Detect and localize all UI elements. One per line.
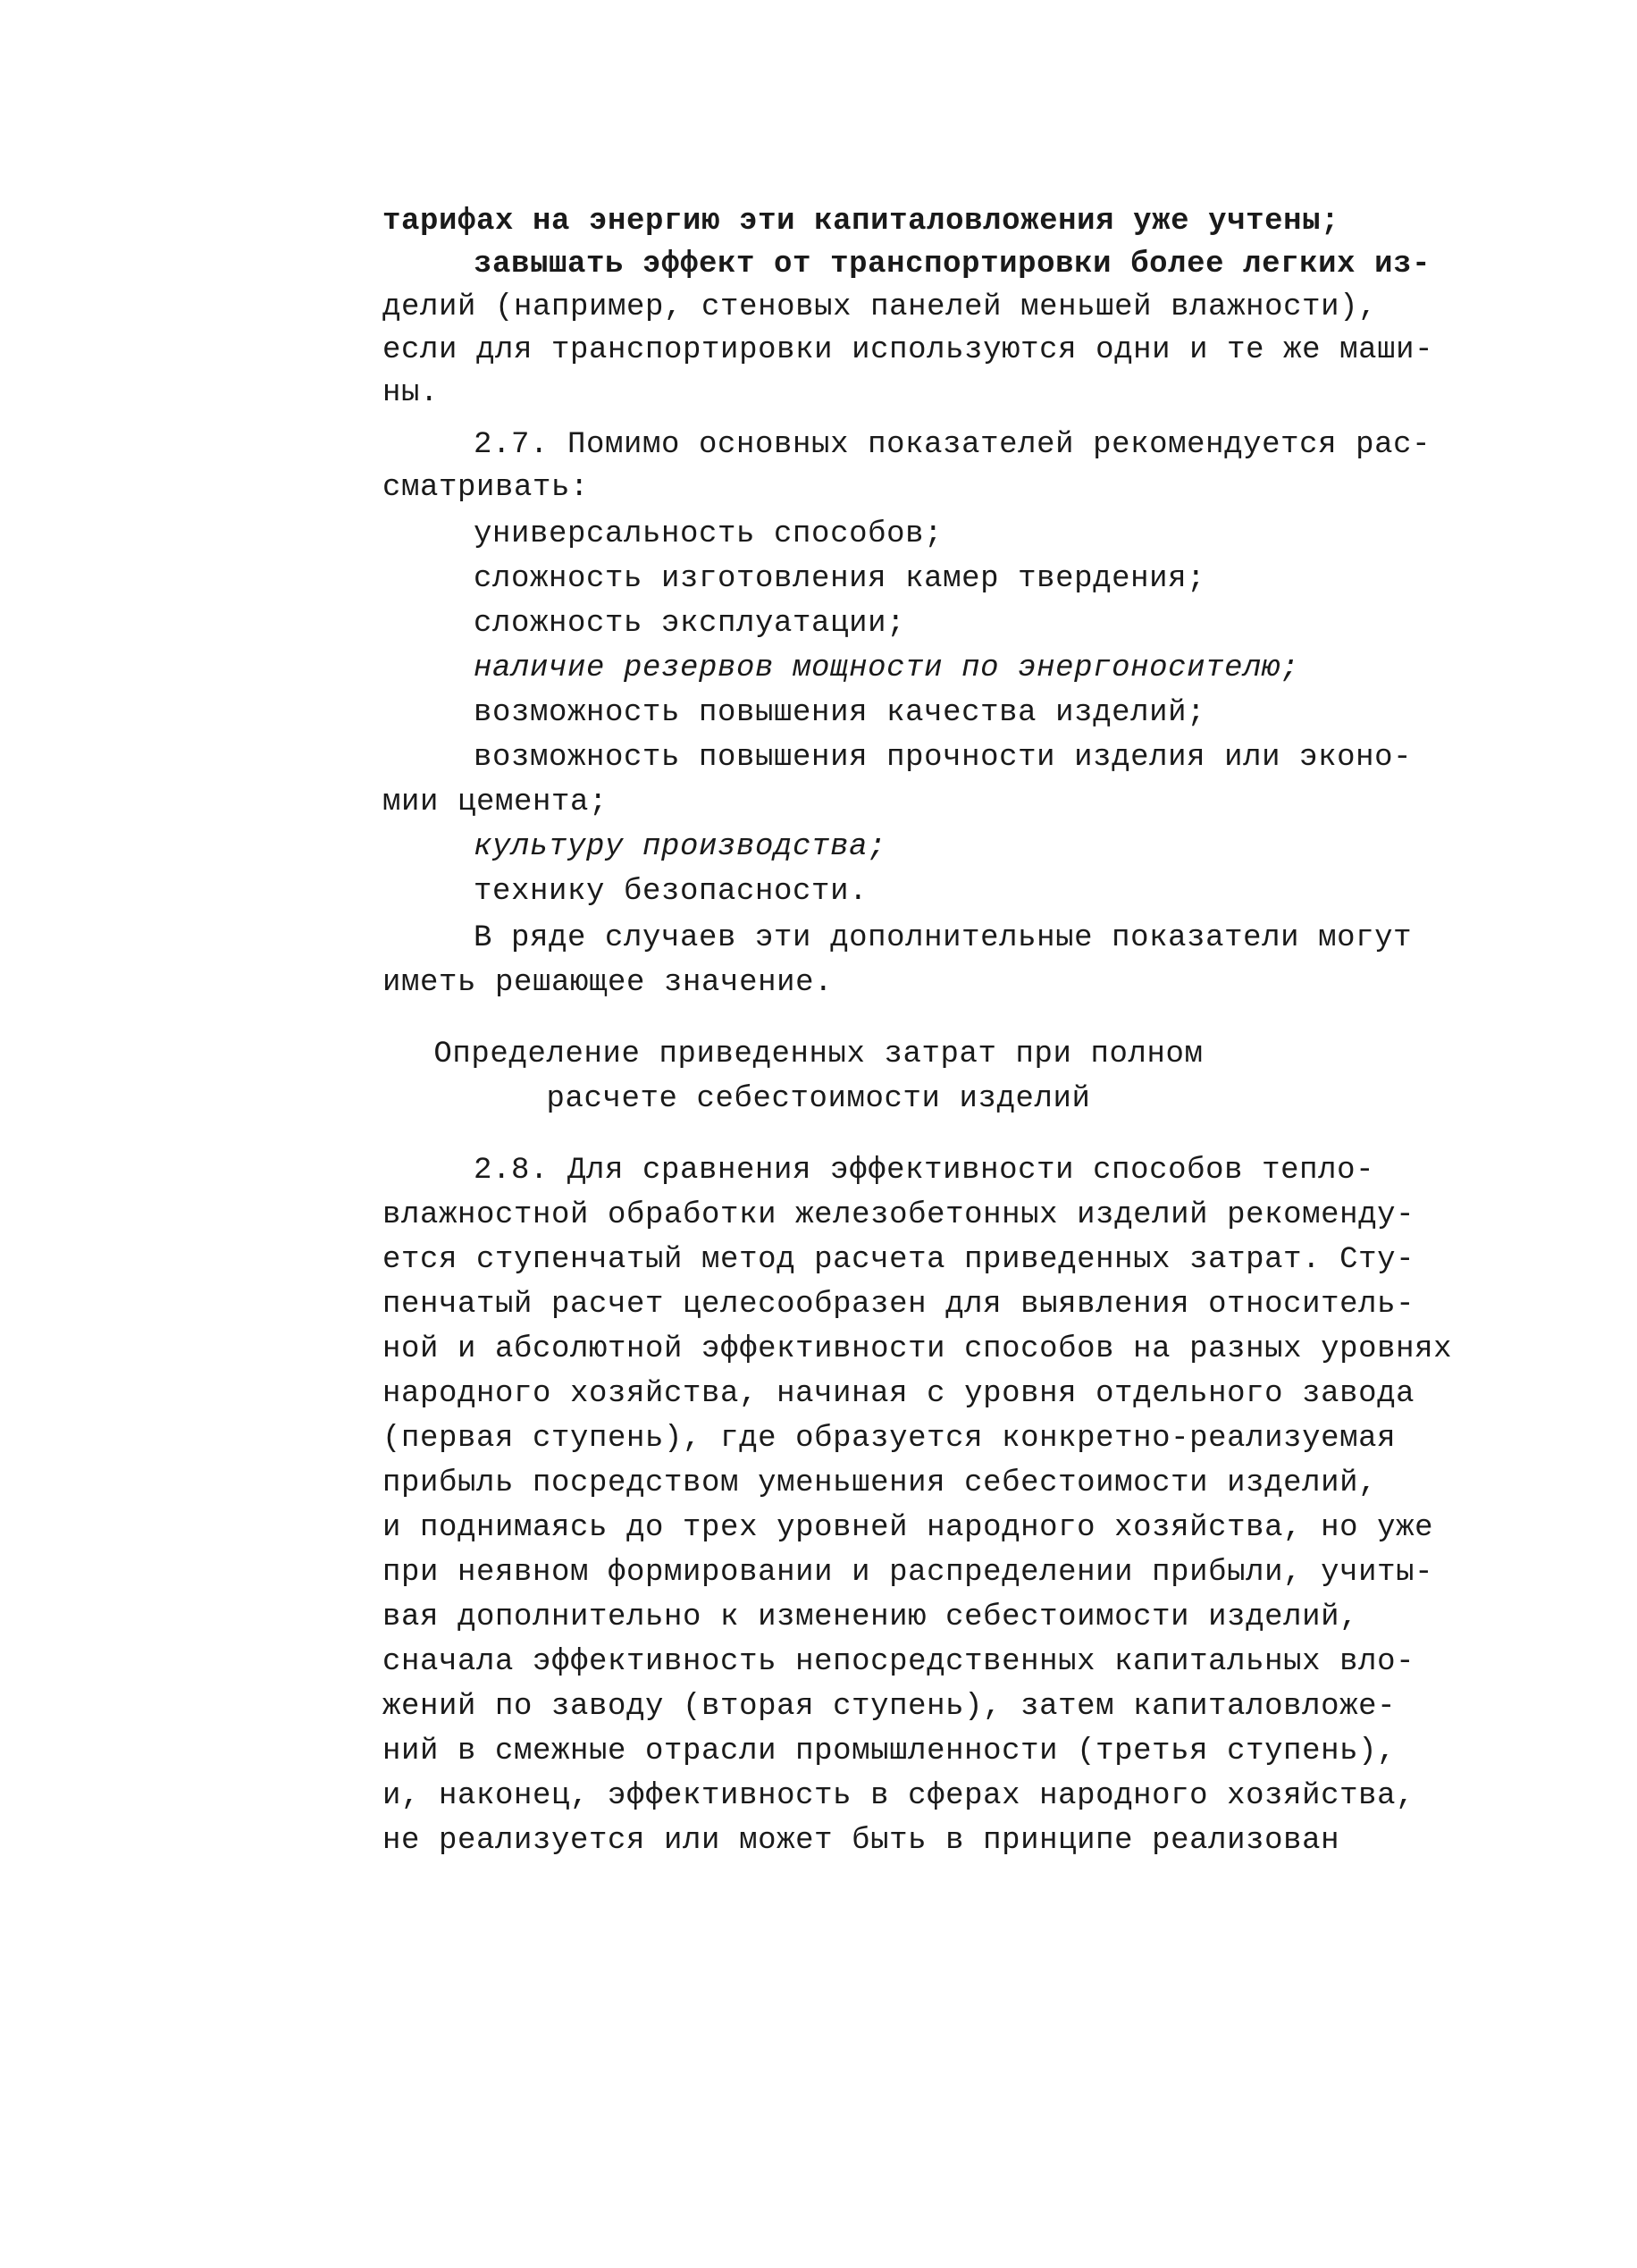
paragraph-2-8-line: жений по заводу (вторая ступень), затем капиталовложе- — [382, 1690, 1397, 1724]
section-heading: расчете себестоимости изделий — [546, 1082, 1091, 1116]
paragraph-2-8-line: и поднимаясь до трех уровней народного хозяйства, но уже — [382, 1511, 1434, 1545]
paragraph-2-8-line: ной и абсолютной эффективности способов на разных уровнях — [382, 1332, 1453, 1366]
text-line: делий (например, стеновых панелей меньшей влажности), — [382, 290, 1378, 324]
text-line: если для транспортировки используются одни и те же маши- — [382, 333, 1434, 367]
paragraph-line: иметь решающее значение. — [382, 966, 834, 1000]
paragraph-2-7-line: сматривать: — [382, 471, 590, 505]
paragraph-2-8-line: при неявном формировании и распределении прибыли, учиты- — [382, 1556, 1434, 1590]
paragraph-2-8-line: и, наконец, эффективность в сферах народного хозяйства, — [382, 1779, 1415, 1813]
paragraph-2-8-line: не реализуется или может быть в принципе реализован — [382, 1824, 1340, 1858]
paragraph-2-8-line: 2.8. Для сравнения эффективности способов тепло- — [474, 1154, 1375, 1188]
list-item: универсальность способов; — [474, 517, 944, 551]
paragraph-2-8-line: народного хозяйства, начиная с уровня отдельного завода — [382, 1377, 1415, 1411]
section-heading: Определение приведенных затрат при полном — [433, 1037, 1204, 1071]
paragraph-2-8-line: сначала эффективность непосредственных капитальных вло- — [382, 1645, 1415, 1679]
paragraph-2-7-line: 2.7. Помимо основных показателей рекомендуется рас- — [474, 428, 1431, 462]
text-line: ны. — [382, 376, 440, 410]
list-item: культуру производства; — [474, 830, 887, 864]
paragraph-2-8-line: прибыль посредством уменьшения себестоимости изделий, — [382, 1466, 1378, 1500]
list-item: технику безопасности. — [474, 875, 869, 909]
paragraph-line: В ряде случаев эти дополнительные показатели могут — [474, 921, 1413, 955]
paragraph-2-8-line: ется ступенчатый метод расчета приведенных затрат. Сту- — [382, 1243, 1415, 1277]
list-item: наличие резервов мощности по энергоносителю; — [474, 651, 1300, 685]
text-line: завышать эффект от транспортировки более легких из- — [474, 248, 1431, 281]
list-item: возможность повышения прочности изделия или эконо- — [474, 741, 1413, 775]
paragraph-2-8-line: влажностной обработки железобетонных изделий рекоменду- — [382, 1198, 1415, 1232]
paragraph-2-8-line: вая дополнительно к изменению себестоимости изделий, — [382, 1600, 1359, 1634]
list-item: сложность изготовления камер твердения; — [474, 562, 1206, 596]
paragraph-2-8-line: ний в смежные отрасли промышленности (третья ступень), — [382, 1735, 1397, 1768]
list-item: мии цемента; — [382, 785, 609, 819]
list-item: возможность повышения качества изделий; — [474, 696, 1206, 730]
paragraph-2-8-line: (первая ступень), где образуется конкретно-реализуемая — [382, 1422, 1397, 1456]
text-line: тарифах на энергию эти капиталовложения уже учтены; — [382, 205, 1340, 239]
list-item: сложность эксплуатации; — [474, 607, 906, 641]
paragraph-2-8-line: пенчатый расчет целесообразен для выявления относитель- — [382, 1288, 1415, 1322]
